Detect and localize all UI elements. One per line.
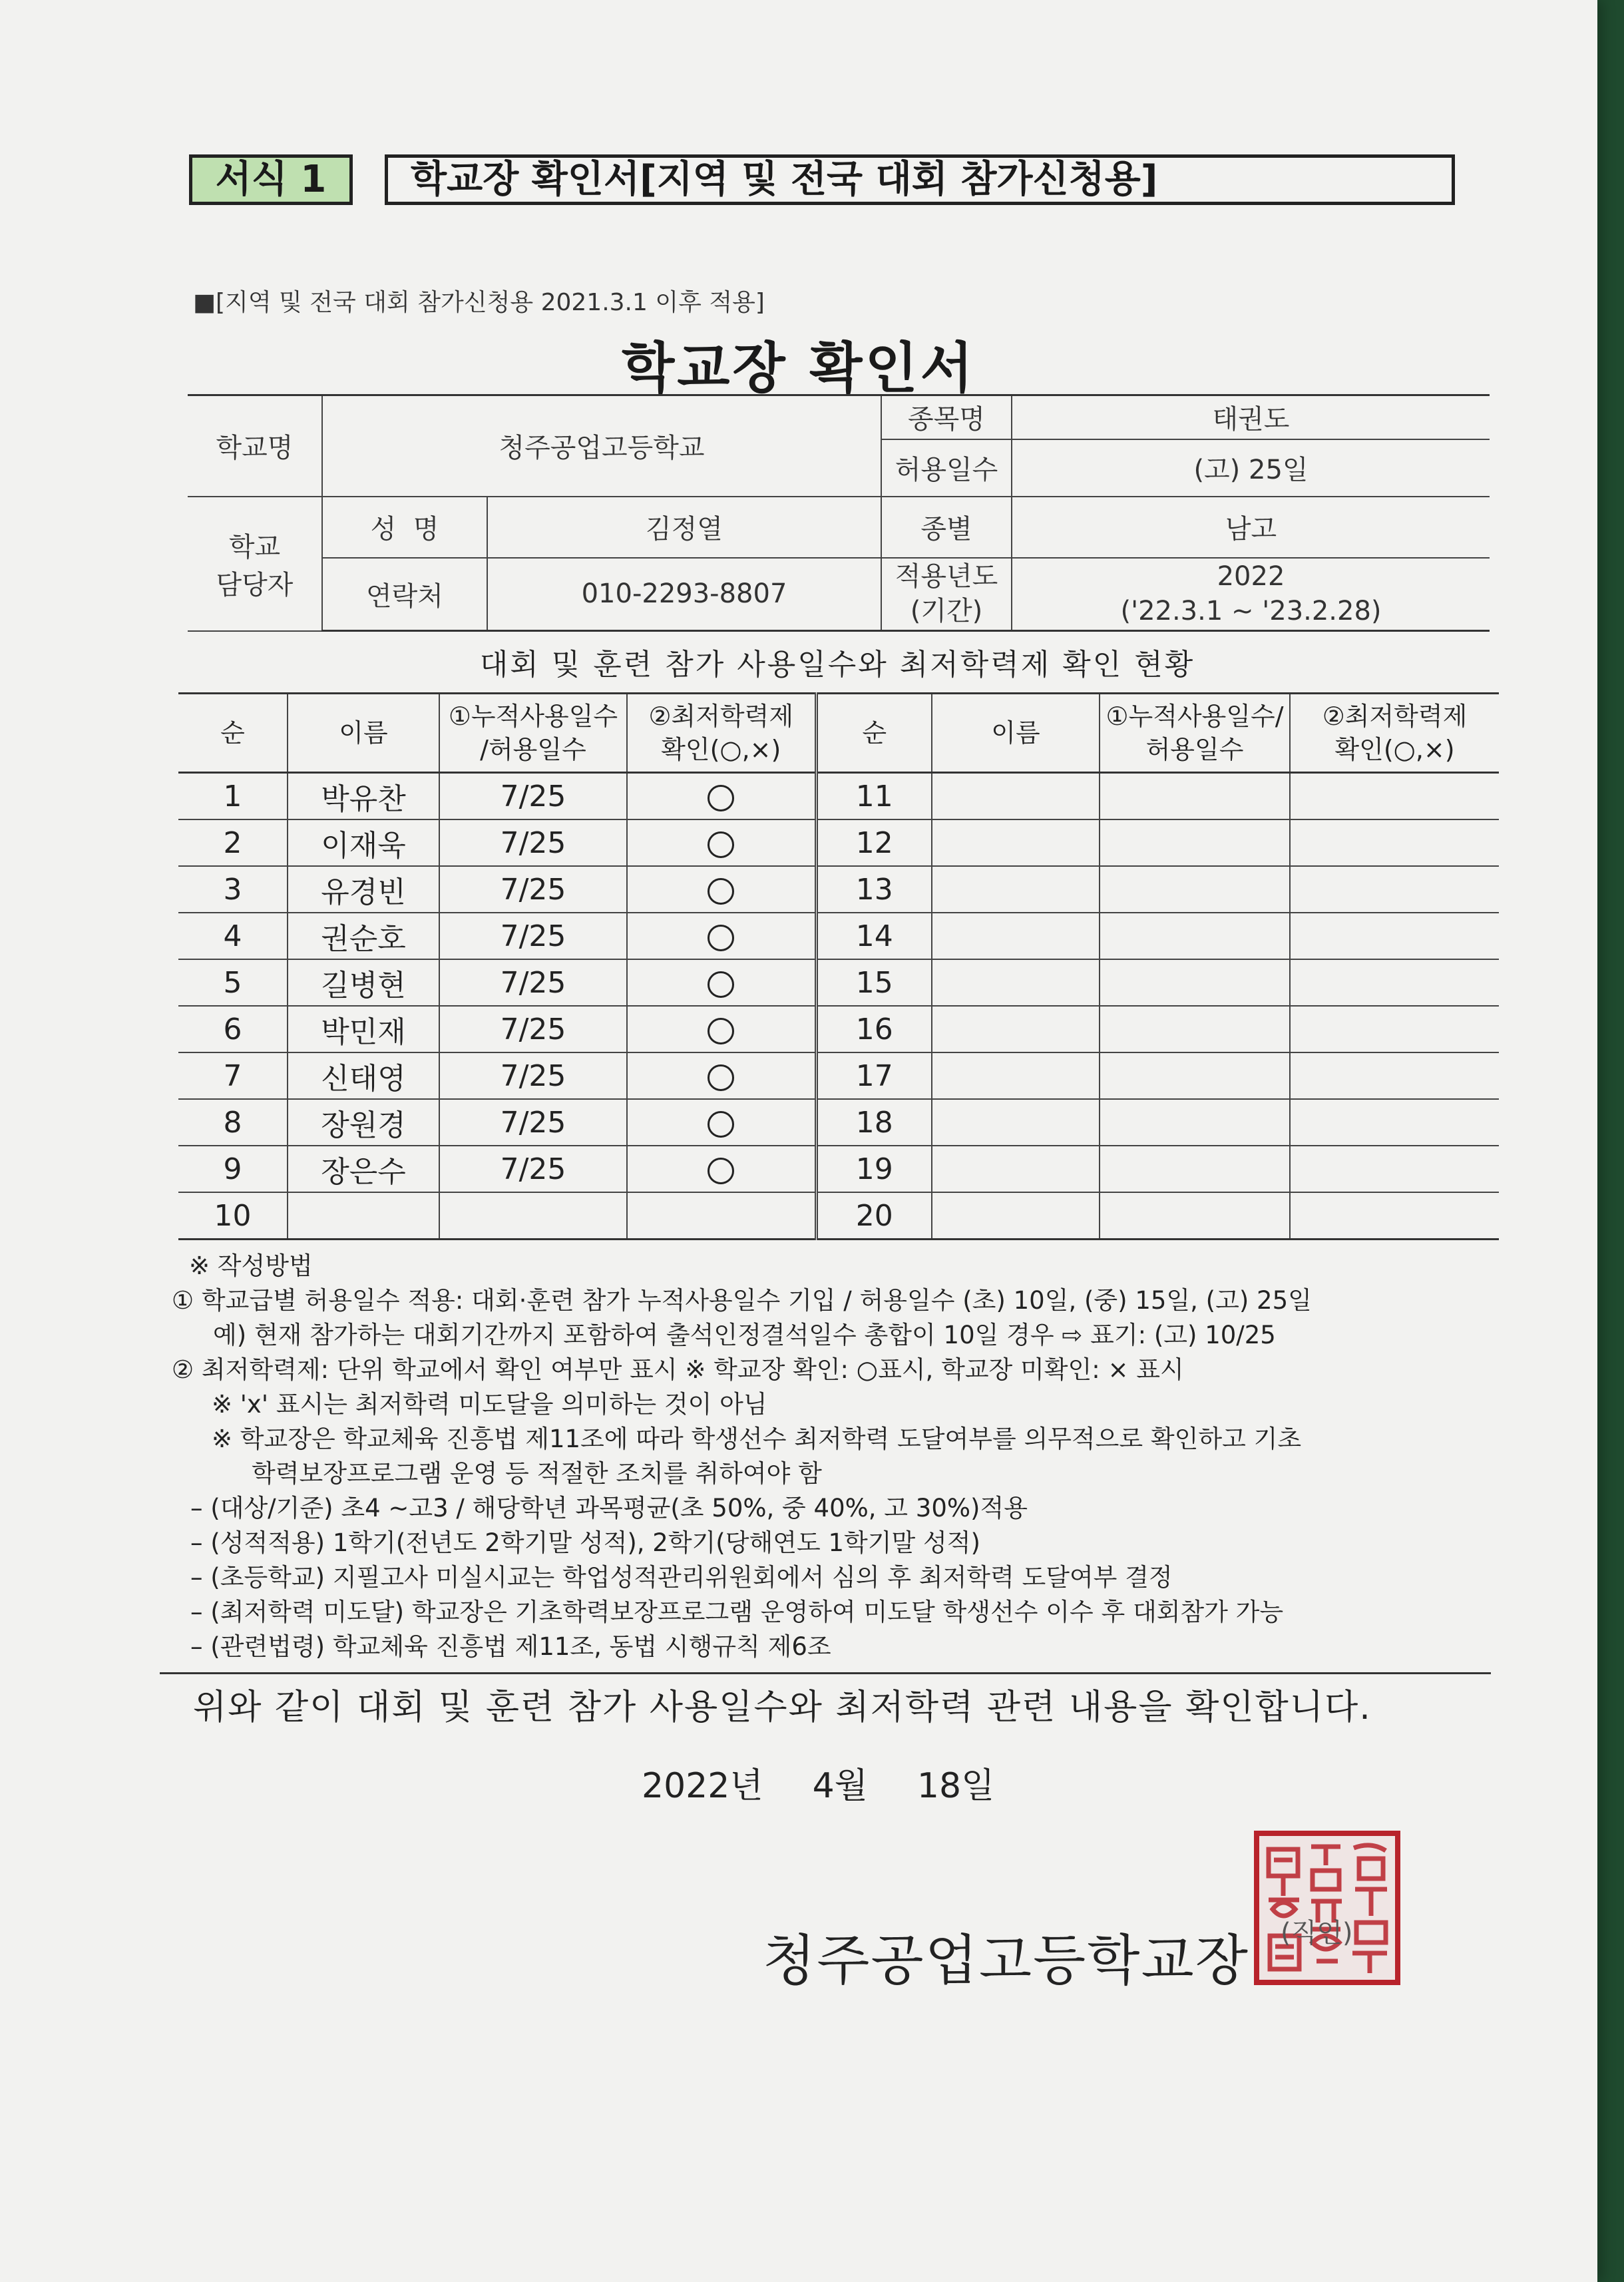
table-row [178,913,1499,959]
year-label-line1: 적용년도 [895,561,998,592]
note-line: – (대상/기준) 초4 ~고3 / 해당학년 과목평균(초 50%, 중 40%, 고 30%)적용 [190,1494,1028,1522]
form-title: 학교장 확인서[지역 및 전국 대회 참가신청용] [385,154,1455,205]
school-value: 청주공업고등학교 [322,395,881,497]
header-min-right-line2: 확인(○,×) [1334,735,1455,764]
row-seq: 7 [178,1052,288,1099]
row-seq: 3 [178,866,288,913]
note-line: – (관련법령) 학교체육 진흥법 제11조, 동법 시행규칙 제6조 [190,1632,831,1661]
row-seq-right: 15 [816,959,932,1006]
circle-check-icon [708,1158,734,1184]
circle-check-icon [708,1064,734,1091]
writing-instructions [172,1249,1503,1664]
row-min-check [627,1099,816,1146]
row-name: 길병현 [288,959,439,1006]
row-days: 7/25 [439,959,627,1006]
seal-pattern [1259,1836,1395,1980]
row-min-right [1290,1192,1499,1240]
header-min-line2: 확인(○,×) [661,735,781,764]
roster-table [178,692,1499,1240]
row-seq-right: 12 [816,819,932,866]
row-seq: 1 [178,773,288,820]
row-seq: 5 [178,959,288,1006]
circle-check-icon [708,831,734,858]
row-name: 권순호 [288,913,439,959]
header-name-right: 이름 [932,694,1100,773]
row-min-check [627,1006,816,1052]
header-name: 이름 [288,694,439,773]
row-days [439,1192,627,1240]
note-line: – (최저학력 미도달) 학교장은 기초학력보장프로그램 운영하여 미도달 학생선수 이수 후 대회참가 가능 [190,1598,1284,1626]
row-name [288,1192,439,1240]
row-min-right [1290,959,1499,1006]
row-min-check [627,913,816,959]
row-seq: 10 [178,1192,288,1240]
header-days-line2: /허용일수 [480,735,586,764]
confirmation-statement: 위와 같이 대회 및 훈련 참가 사용일수와 최저학력 관련 내용을 확인합니다. [193,1688,1372,1727]
row-min-right [1290,1146,1499,1192]
row-name-right [932,819,1100,866]
row-min-right [1290,1006,1499,1052]
issue-date [642,1757,994,1807]
note-line: – (초등학교) 지필고사 미실시교는 학업성적관리위원회에서 심의 후 최저학력 도달여부 결정 [190,1563,1173,1592]
year-value: 2022 [1217,561,1285,592]
table-row [178,773,1499,820]
row-days-right [1100,913,1290,959]
header-seq: 순 [178,694,288,773]
row-seq-right: 14 [816,913,932,959]
row-days: 7/25 [439,1052,627,1099]
manager-label-line2: 담당자 [216,569,294,600]
row-min-right [1290,773,1499,820]
table-row [178,1146,1499,1192]
note-line: – (성적적용) 1학기(전년도 2학기말 성적), 2학기(당해연도 1학기말 성적) [190,1528,980,1557]
circle-check-icon [708,785,734,811]
row-name-right [932,1146,1100,1192]
circle-check-icon [708,925,734,951]
school-label: 학교명 [188,395,322,497]
header-min-right-line1: ②최저학력제 [1322,702,1468,731]
row-seq: 8 [178,1099,288,1146]
row-seq: 4 [178,913,288,959]
circle-check-icon [708,878,734,905]
row-min-check [627,819,816,866]
date-year: 2022년 [642,1766,763,1806]
row-days: 7/25 [439,819,627,866]
header-seq-right: 순 [816,694,932,773]
note-line: 학력보장프로그램 운영 등 적절한 조치를 취하여야 함 [252,1459,822,1488]
row-days-right [1100,866,1290,913]
date-day: 18일 [916,1766,995,1806]
row-min-right [1290,1052,1499,1099]
sport-label: 종목명 [881,395,1012,439]
row-seq: 9 [178,1146,288,1192]
header-min-line1: ②최저학력제 [648,702,794,731]
row-name-right [932,1006,1100,1052]
roster-body [178,773,1499,1240]
header-days-right-line1: ①누적사용일수/ [1106,702,1284,731]
row-seq-right: 13 [816,866,932,913]
circle-check-icon [708,971,734,998]
school-info-table [188,394,1490,632]
row-name-right [932,1052,1100,1099]
row-min-right [1290,1099,1499,1146]
category-value: 남고 [1012,497,1490,558]
table-row [178,1099,1499,1146]
allowed-days-label: 허용일수 [881,439,1012,497]
sport-value: 태권도 [1012,395,1490,439]
row-name-right [932,866,1100,913]
roster-header-row [178,694,1499,773]
table-row [178,1052,1499,1099]
row-name: 박민재 [288,1006,439,1052]
date-month: 4월 [812,1766,868,1806]
table-row [178,1192,1499,1240]
application-notice: ■[지역 및 전국 대회 참가신청용 2021.3.1 이후 적용] [193,289,765,316]
status-title: 대회 및 훈련 참가 사용일수와 최저학력제 확인 현황 [479,648,1195,682]
name-label: 성 명 [322,497,487,558]
row-name: 이재욱 [288,819,439,866]
row-seq-right: 20 [816,1192,932,1240]
contact-label: 연락처 [322,558,487,631]
row-days-right [1100,1006,1290,1052]
row-days-right [1100,819,1290,866]
row-min-check [627,773,816,820]
row-min-check [627,866,816,913]
row-name: 신태영 [288,1052,439,1099]
row-days: 7/25 [439,1146,627,1192]
header-days-right [1100,694,1290,773]
name-value: 김정열 [487,497,881,558]
note-line: ② 최저학력제: 단위 학교에서 확인 여부만 표시 ※ 학교장 확인: ○표시, 학교장 미확인: × 표시 [172,1355,1184,1384]
row-min-right [1290,866,1499,913]
row-seq: 2 [178,819,288,866]
header-days-right-line2: 허용일수 [1145,735,1244,764]
row-name: 장원경 [288,1099,439,1146]
form-tag: 서식 1 [189,154,353,205]
allowed-days-value: (고) 25일 [1012,439,1490,497]
row-seq-right: 11 [816,773,932,820]
row-min-check [627,1146,816,1192]
divider [160,1672,1491,1674]
contact-value: 010-2293-8807 [487,558,881,631]
year-label [881,558,1012,631]
year-value-cell [1012,558,1490,631]
row-days: 7/25 [439,913,627,959]
row-seq-right: 18 [816,1099,932,1146]
row-name-right [932,1192,1100,1240]
row-seq-right: 17 [816,1052,932,1099]
circle-check-icon [708,1018,734,1044]
table-row [178,866,1499,913]
row-days: 7/25 [439,773,627,820]
header-min [627,694,816,773]
header-days [439,694,627,773]
row-name-right [932,913,1100,959]
row-name-right [932,959,1100,1006]
row-min-check [627,1052,816,1099]
row-days: 7/25 [439,866,627,913]
row-days-right [1100,959,1290,1006]
row-seq: 6 [178,1006,288,1052]
row-min-right [1290,819,1499,866]
row-min-check [627,1192,816,1240]
note-line: ※ 'x' 표시는 최저학력 미도달을 의미하는 것이 아님 [212,1390,767,1419]
official-seal-stamp [1254,1831,1400,1985]
category-label: 종별 [881,497,1012,558]
row-name-right [932,1099,1100,1146]
note-line: ※ 학교장은 학교체육 진흥법 제11조에 따라 학생선수 최저학력 도달여부를 의무적으로 확인하고 기초 [212,1425,1302,1453]
row-seq-right: 19 [816,1146,932,1192]
document-title: 학교장 확인서 [622,337,976,400]
row-seq-right: 16 [816,1006,932,1052]
note-line: ① 학교급별 허용일수 적용: 대회·훈련 참가 누적사용일수 기입 / 허용일수 (초) 10일, (중) 15일, (고) 25일 [172,1286,1312,1315]
table-row [178,1006,1499,1052]
period-value: ('22.3.1 ~ '23.2.28) [1120,596,1382,627]
seal-label: (직인) [1281,1918,1353,1948]
manager-label [188,497,322,631]
note-line: ※ 작성방법 [189,1252,313,1280]
header-min-right [1290,694,1499,773]
row-days-right [1100,773,1290,820]
row-days-right [1100,1192,1290,1240]
table-row [178,959,1499,1006]
row-days: 7/25 [439,1006,627,1052]
row-days: 7/25 [439,1099,627,1146]
row-days-right [1100,1146,1290,1192]
row-name: 박유찬 [288,773,439,820]
circle-check-icon [708,1111,734,1138]
year-label-line2: (기간) [910,596,983,627]
row-name: 유경빈 [288,866,439,913]
row-days-right [1100,1099,1290,1146]
row-min-right [1290,913,1499,959]
row-name: 장은수 [288,1146,439,1192]
row-min-check [627,959,816,1006]
row-name-right [932,773,1100,820]
table-row [178,819,1499,866]
principal-name: 청주공업고등학교장 [763,1929,1249,1992]
header-days-line1: ①누적사용일수 [448,702,618,731]
row-days-right [1100,1052,1290,1099]
manager-label-line1: 학교 [228,531,281,563]
note-line: 예) 현재 참가하는 대회기간까지 포함하여 출석인정결석일수 총합이 10일 경우 ⇨ 표기: (고) 10/25 [213,1321,1276,1349]
